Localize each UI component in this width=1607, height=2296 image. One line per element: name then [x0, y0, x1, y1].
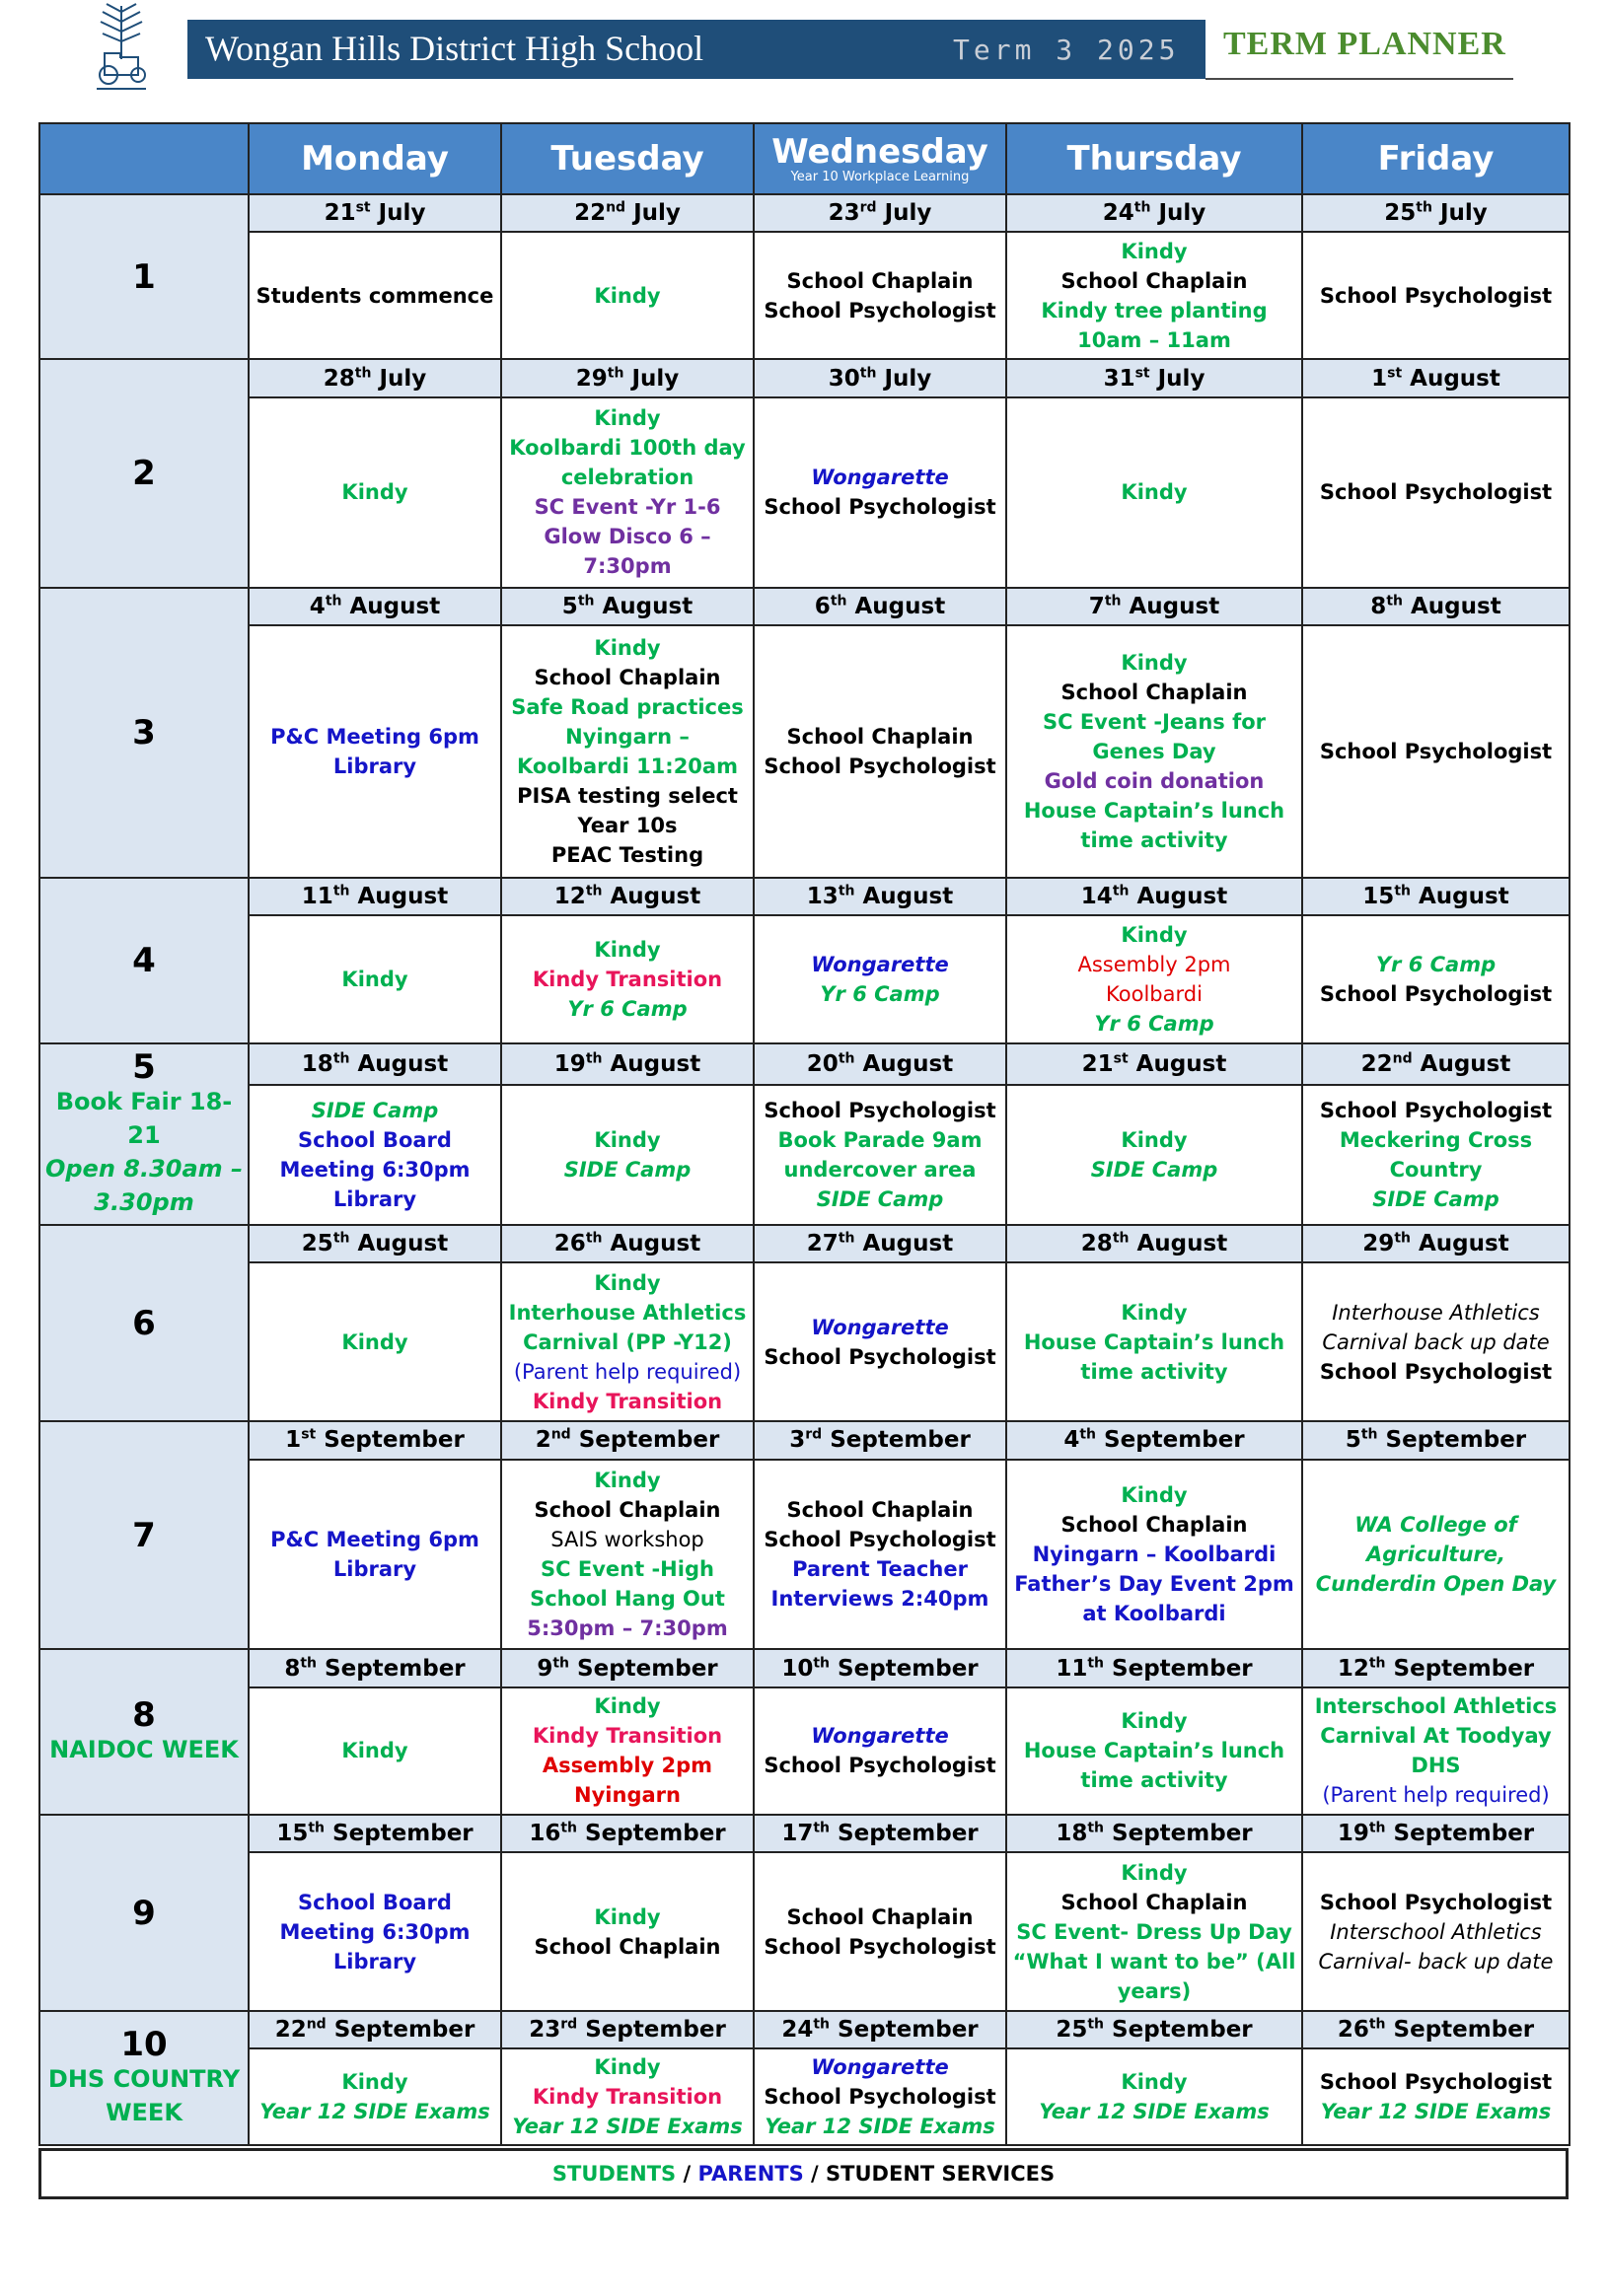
event-cell [754, 1460, 1006, 1650]
date-cell: 23rd September [501, 2011, 754, 2048]
event-item: Koolbardi 100th day celebration [509, 436, 746, 490]
school-crest-icon [77, 2, 166, 93]
event-item: Meckering Cross Country [1339, 1127, 1533, 1182]
event-item: SC Event -High School Hang Out [530, 1557, 725, 1611]
week-note: NAIDOC WEEK [49, 1736, 239, 1764]
event-item: School Psychologist [764, 2085, 996, 2110]
event-item: Kindy [594, 1694, 661, 1719]
event-item: Kindy [1121, 1127, 1188, 1152]
date-cell: 3rd September [754, 1421, 1006, 1459]
event-item: School Board Meeting 6:30pm Library [279, 1127, 471, 1211]
event-item: Kindy Transition [532, 1389, 723, 1413]
events-row [39, 1085, 1570, 1225]
event-item: WA College of Agriculture, Cunderdin Open Day [1315, 1513, 1557, 1596]
event-item: House Captain’s lunch time activity [1023, 798, 1285, 852]
date-cell: 15th August [1302, 878, 1570, 915]
event-item: Kindy [1121, 1483, 1188, 1507]
event-cell [1302, 2048, 1570, 2145]
event-item: Kindy Transition [532, 968, 723, 992]
date-cell: 12th August [501, 878, 754, 915]
date-cell: 21st July [249, 194, 501, 232]
event-item: Assembly 2pm Nyingarn [542, 1754, 713, 1808]
date-cell: 24th July [1006, 194, 1302, 232]
week-number: 7 [132, 1515, 156, 1555]
date-cell: 19th August [501, 1043, 754, 1085]
date-cell: 19th September [1302, 1815, 1570, 1852]
event-cell [754, 1687, 1006, 1815]
event-item: SIDE Camp [1372, 1186, 1499, 1211]
event-item: Kindy [1121, 239, 1188, 263]
event-cell [1302, 232, 1570, 359]
events-row [39, 915, 1570, 1042]
date-cell: 6th August [754, 588, 1006, 625]
event-item: Year 12 SIDE Exams [1320, 2100, 1552, 2124]
event-item: Students commence [256, 283, 494, 308]
event-cell [1302, 625, 1570, 879]
event-item: School Chaplain [534, 665, 721, 689]
footer-students: STUDENTS [551, 2162, 677, 2186]
event-item: Kindy [594, 1904, 661, 1929]
date-cell: 13th August [754, 878, 1006, 915]
event-cell [501, 1262, 754, 1421]
event-item: School Psychologist [1319, 1359, 1553, 1384]
event-item: School Chaplain [786, 268, 974, 293]
event-item: SIDE Camp [563, 1157, 692, 1182]
event-item: Assembly 2pm [1077, 953, 1231, 977]
event-item: Kindy [594, 2055, 661, 2080]
event-item: Kindy tree planting 10am – 11am [1041, 298, 1268, 352]
day-header-row [39, 123, 1570, 194]
event-item: Kindy [594, 406, 661, 431]
date-cell: 11th August [249, 878, 501, 915]
date-cell: 15th September [249, 1815, 501, 1852]
event-item: Kindy [1121, 1709, 1188, 1734]
event-cell [501, 1852, 754, 2011]
date-cell: 12th September [1302, 1649, 1570, 1686]
date-row [39, 1043, 1570, 1085]
date-cell: 22nd September [249, 2011, 501, 2048]
event-item: Kindy [341, 480, 408, 505]
week-cell [39, 1225, 249, 1421]
event-cell [501, 397, 754, 588]
event-item: Wongarette [811, 466, 949, 490]
date-cell: 10th September [754, 1649, 1006, 1686]
week-cell [39, 1421, 249, 1649]
event-item: School Psychologist [1319, 1890, 1553, 1914]
date-cell: 2nd September [501, 1421, 754, 1459]
week-note: Book Fair 18-21 [55, 1087, 233, 1149]
week-number: 4 [132, 940, 156, 980]
week-cell [39, 878, 249, 1042]
date-cell: 25th September [1006, 2011, 1302, 2048]
week-note: DHS COUNTRY WEEK [47, 2065, 241, 2127]
date-cell: 24th September [754, 2011, 1006, 2048]
event-item: School Psychologist [764, 1344, 996, 1369]
event-cell [249, 1262, 501, 1421]
events-row [39, 1687, 1570, 1815]
footer-parents: PARENTS [697, 2162, 804, 2186]
date-row [39, 194, 1570, 232]
event-item: Kindy [1121, 2070, 1188, 2095]
date-cell: 16th September [501, 1815, 754, 1852]
week-number: 2 [132, 454, 156, 493]
event-item: Gold coin donation [1044, 768, 1265, 793]
event-cell [1006, 625, 1302, 879]
event-item: PEAC Testing [550, 842, 704, 867]
event-cell [249, 1460, 501, 1650]
event-item: SC Event -Jeans for Genes Day [1042, 709, 1267, 763]
date-cell: 9th September [501, 1649, 754, 1686]
event-item: Year 12 SIDE Exams [765, 2115, 995, 2139]
event-item: SAIS workshop [550, 1528, 704, 1551]
corner-cell [39, 123, 249, 194]
event-item: Koolbardi [1106, 982, 1203, 1007]
event-cell [1006, 1085, 1302, 1225]
events-row [39, 625, 1570, 879]
event-item: Kindy [1121, 650, 1188, 675]
week-number: 9 [132, 1893, 156, 1933]
day-header: Tuesday [501, 123, 754, 194]
event-item: School Psychologist [764, 1528, 996, 1551]
event-cell [1006, 232, 1302, 359]
event-item: Yr 6 Camp [1375, 953, 1497, 977]
event-item: House Captain’s lunch time activity [1023, 1739, 1285, 1793]
events-row [39, 232, 1570, 359]
event-item: Kindy [1121, 1860, 1188, 1885]
event-item: SIDE Camp [816, 1186, 944, 1211]
event-item: Interschool Athletics Carnival At Toodyay DHS [1314, 1694, 1558, 1778]
event-item: Wongarette [811, 1724, 949, 1749]
date-cell: 30th July [754, 359, 1006, 396]
event-item: Kindy [1121, 1300, 1188, 1325]
event-item: Kindy Transition [532, 2085, 723, 2110]
date-cell: 11th September [1006, 1649, 1302, 1686]
event-cell [501, 1085, 754, 1225]
event-item: Kindy [1121, 480, 1188, 505]
event-item: Interhouse Athletics Carnival (PP -Y12) [508, 1300, 747, 1354]
date-cell: 1st September [249, 1421, 501, 1459]
event-item: Interschool Athletics Carnival- back up date [1318, 1919, 1554, 1973]
events-row [39, 397, 1570, 588]
event-item: Book Parade 9am undercover area [777, 1127, 983, 1182]
event-cell [754, 1262, 1006, 1421]
date-cell: 1st August [1302, 359, 1570, 396]
school-name: Wongan Hills District High School [205, 29, 704, 68]
event-item: School Psychologist [1319, 739, 1553, 763]
event-item: Yr 6 Camp [1094, 1012, 1214, 1037]
date-cell: 31st July [1006, 359, 1302, 396]
event-cell [754, 625, 1006, 879]
week-cell [39, 2011, 249, 2145]
title-divider [1205, 78, 1513, 80]
event-item: School Board Meeting 6:30pm Library [279, 1890, 471, 1973]
event-item: Kindy [341, 1329, 408, 1354]
event-cell [249, 1852, 501, 2011]
week-cell [39, 194, 249, 359]
event-cell [249, 2048, 501, 2145]
event-item: School Psychologist [1319, 2070, 1553, 2095]
event-cell [1006, 1460, 1302, 1650]
event-item: School Chaplain [786, 724, 974, 749]
week-cell [39, 588, 249, 879]
event-cell [1006, 1687, 1302, 1815]
event-item: School Chaplain [1060, 1513, 1248, 1537]
date-cell: 27th August [754, 1225, 1006, 1262]
event-cell [249, 1687, 501, 1815]
event-item: SC Event -Yr 1-6 Glow Disco 6 – 7:30pm [534, 495, 721, 579]
event-item: Wongarette [811, 2055, 949, 2080]
event-item: Kindy [594, 283, 661, 308]
date-cell: 14th August [1006, 878, 1302, 915]
date-cell: 22nd August [1302, 1043, 1570, 1085]
event-cell [1302, 1262, 1570, 1421]
date-cell: 25th August [249, 1225, 501, 1262]
event-cell [249, 1085, 501, 1225]
week-note: Open 8.30am – 3.30pm [44, 1154, 244, 1216]
date-cell: 25th July [1302, 194, 1570, 232]
date-cell: 18th September [1006, 1815, 1302, 1852]
event-item: (Parent help required) [1322, 1783, 1550, 1808]
event-cell [1302, 1085, 1570, 1225]
event-item: Kindy [1121, 923, 1188, 948]
event-cell [1006, 397, 1302, 588]
date-cell: 21st August [1006, 1043, 1302, 1085]
week-number: 10 [120, 2025, 168, 2065]
event-item: School Chaplain [786, 1904, 974, 1929]
week-cell [39, 1043, 249, 1225]
day-header: Thursday [1006, 123, 1302, 194]
event-item: Yr 6 Camp [567, 997, 688, 1022]
event-item: SIDE Camp [311, 1098, 439, 1122]
event-item: Kindy [341, 2070, 408, 2095]
event-item: Parent Teacher Interviews 2:40pm [770, 1557, 989, 1611]
event-item: School Chaplain [786, 1498, 974, 1522]
date-cell: 29th July [501, 359, 754, 396]
date-cell: 5th August [501, 588, 754, 625]
date-cell: 8th August [1302, 588, 1570, 625]
event-item: School Psychologist [1319, 1098, 1553, 1122]
week-cell [39, 1815, 249, 2011]
event-item: Safe Road practices Nyingarn – Koolbardi 11:20am [511, 694, 744, 778]
event-cell [1006, 2048, 1302, 2145]
event-cell [501, 1460, 754, 1650]
day-header: Friday [1302, 123, 1570, 194]
event-item: School Chaplain [1060, 268, 1248, 293]
event-cell [1302, 915, 1570, 1042]
date-row [39, 878, 1570, 915]
week-number: 3 [132, 712, 156, 753]
event-item: 5:30pm – 7:30pm [527, 1616, 728, 1640]
event-item: Kindy [341, 968, 408, 992]
event-item: Kindy [594, 1127, 661, 1152]
event-item: Kindy [594, 938, 661, 963]
event-item: Yr 6 Camp [820, 982, 940, 1007]
events-row [39, 1262, 1570, 1421]
event-cell [1302, 1852, 1570, 2011]
date-row [39, 1421, 1570, 1459]
week-cell [39, 1649, 249, 1814]
footer-audience-key: STUDENTS / PARENTS / STUDENT SERVICES [38, 2148, 1569, 2199]
event-item: School Psychologist [764, 1754, 996, 1778]
event-item: School Psychologist [764, 495, 996, 520]
term-label: Term 3 2025 [953, 34, 1180, 66]
date-row [39, 588, 1570, 625]
event-item: Kindy [594, 1469, 661, 1492]
date-cell: 29th August [1302, 1225, 1570, 1262]
event-cell [249, 397, 501, 588]
date-cell: 17th September [754, 1815, 1006, 1852]
event-cell [754, 2048, 1006, 2145]
events-row [39, 2048, 1570, 2145]
header-banner [187, 20, 1205, 79]
event-item: P&C Meeting 6pm Library [270, 724, 479, 778]
events-row [39, 1460, 1570, 1650]
event-cell [754, 232, 1006, 359]
week-number: 5 [132, 1046, 156, 1087]
event-cell [1302, 1687, 1570, 1815]
planner-title: TERM PLANNER [1223, 26, 1506, 62]
week-number: 6 [132, 1303, 156, 1343]
event-item: School Psychologist [764, 753, 996, 778]
event-item: School Chaplain [1060, 1890, 1248, 1914]
event-cell [501, 1687, 754, 1815]
date-row [39, 1225, 1570, 1262]
date-cell: 4th September [1006, 1421, 1302, 1459]
event-item: (Parent help required) [513, 1359, 742, 1384]
event-item: Year 12 SIDE Exams [259, 2100, 490, 2124]
week-number: 8 [132, 1695, 156, 1736]
event-cell [754, 915, 1006, 1042]
event-cell [249, 232, 501, 359]
event-item: Year 12 SIDE Exams [512, 2115, 743, 2139]
event-item: PISA testing select Year 10s [517, 783, 738, 837]
event-cell [1006, 1262, 1302, 1421]
day-header: Wednesday Year 10 Workplace Learning [754, 123, 1006, 194]
event-item: Kindy [594, 635, 661, 660]
date-row [39, 359, 1570, 396]
events-row [39, 1852, 1570, 2011]
date-cell: 4th August [249, 588, 501, 625]
date-cell: 23rd July [754, 194, 1006, 232]
date-cell: 22nd July [501, 194, 754, 232]
event-item: Year 12 SIDE Exams [1039, 2100, 1270, 2124]
event-cell [501, 625, 754, 879]
date-row [39, 1649, 1570, 1686]
event-item: School Psychologist [764, 1934, 996, 1959]
event-item: Kindy [341, 1739, 408, 1763]
date-cell: 28th July [249, 359, 501, 396]
date-cell: 18th August [249, 1043, 501, 1085]
event-item: School Chaplain [1060, 680, 1248, 704]
term-planner-table [38, 122, 1570, 2146]
event-item: Kindy [594, 1270, 661, 1295]
event-item: School Chaplain [534, 1934, 721, 1959]
event-item: School Psychologist [1319, 283, 1553, 308]
event-item: Wongarette [811, 1315, 949, 1339]
event-item: Nyingarn – Koolbardi Father’s Day Event 2pm at Koolbardi [1014, 1543, 1294, 1625]
date-cell: 7th August [1006, 588, 1302, 625]
event-item: School Psychologist [764, 298, 996, 323]
date-cell: 28th August [1006, 1225, 1302, 1262]
week-number: 1 [132, 256, 156, 297]
day-note: Year 10 Workplace Learning [790, 170, 970, 184]
date-row [39, 2011, 1570, 2048]
day-header: Monday [249, 123, 501, 194]
date-cell: 8th September [249, 1649, 501, 1686]
event-cell [1302, 397, 1570, 588]
event-item: School Psychologist [764, 1098, 996, 1122]
event-cell [249, 625, 501, 879]
event-item: Wongarette [811, 953, 949, 977]
event-item: School Chaplain [534, 1498, 721, 1522]
event-item: SC Event- Dress Up Day “What I want to be” (All years) [1012, 1919, 1296, 2003]
event-cell [754, 1085, 1006, 1225]
event-item: SIDE Camp [1090, 1157, 1218, 1182]
event-item: Interhouse Athletics Carnival back up date [1322, 1300, 1550, 1354]
event-cell [501, 915, 754, 1042]
event-cell [1006, 915, 1302, 1042]
event-cell [249, 915, 501, 1042]
event-item: Kindy Transition [532, 1724, 723, 1749]
event-item: P&C Meeting 6pm Library [270, 1528, 479, 1581]
event-cell [501, 232, 754, 359]
event-item: House Captain’s lunch time activity [1023, 1329, 1285, 1384]
date-cell: 5th September [1302, 1421, 1570, 1459]
event-cell [1302, 1460, 1570, 1650]
event-cell [1006, 1852, 1302, 2011]
date-cell: 26th August [501, 1225, 754, 1262]
week-cell [39, 359, 249, 587]
date-row [39, 1815, 1570, 1852]
footer-student-services: STUDENT SERVICES [826, 2162, 1056, 2186]
event-cell [754, 397, 1006, 588]
event-item: School Psychologist [1319, 982, 1553, 1007]
event-cell [501, 2048, 754, 2145]
event-cell [754, 1852, 1006, 2011]
event-item: School Psychologist [1319, 480, 1553, 505]
date-cell: 26th September [1302, 2011, 1570, 2048]
date-cell: 20th August [754, 1043, 1006, 1085]
